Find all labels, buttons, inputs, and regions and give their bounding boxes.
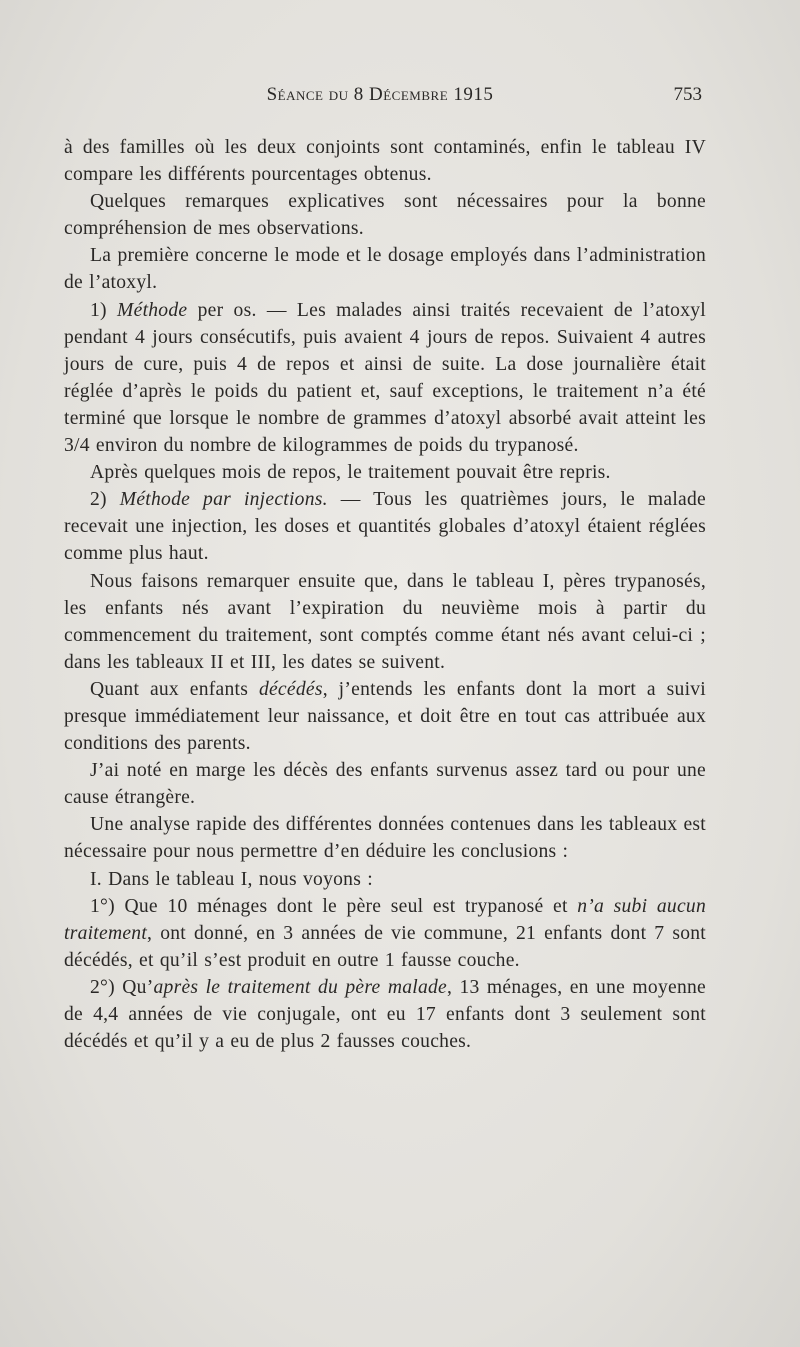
text-span: Quant aux enfants <box>90 678 259 700</box>
text-span: , j’entends les enfants dont la mort a suivi presque immédiatement leur naissance, et doit être en tout cas attribuée aux conditions des parents. <box>64 678 707 755</box>
paragraph <box>64 459 706 486</box>
paragraph <box>64 893 706 974</box>
italic-span: Méthode par injections. <box>119 489 328 511</box>
running-title: Séance du 8 Décembre 1915 <box>266 84 494 105</box>
text-span: à des familles où les deux conjoints sont contaminés, enfin le tableau IV compare les différents pourcentages obtenus. <box>64 137 706 186</box>
text-span: 1°) Que 10 ménages dont le père seul est trypanosé et <box>90 895 578 917</box>
italic-span: n’a subi aucun traitement <box>64 895 706 944</box>
paragraph <box>64 188 706 242</box>
paragraph <box>64 134 706 188</box>
italic-span: Méthode <box>117 299 188 321</box>
text-span: La première concerne le mode et le dosage employés dans l’administration de l’atoxyl. <box>64 245 706 294</box>
paragraph <box>64 486 706 567</box>
paragraph <box>64 297 706 460</box>
text-span: , 13 ménages, en une moyenne de 4,4 années de vie conjugale, ont eu 17 enfants dont 3 seulement sont décédés et qu’il y a eu de plus 2 fausses couches. <box>64 976 706 1053</box>
text-span: 2°) Qu’ <box>90 976 154 998</box>
text-span: Une analyse rapide des différentes données contenues dans les tableaux est nécessaire pour nous permettre d’en déduire les conclusions : <box>64 814 706 863</box>
text-span: Quelques remarques explicatives sont nécessaires pour la bonne compréhension de mes observations. <box>64 191 706 240</box>
text-span: , ont donné, en 3 années de vie commune, 21 enfants dont 7 sont décédés, et qu’il s’est produit en outre 1 fausse couche. <box>64 922 706 971</box>
paragraph <box>64 866 706 893</box>
italic-span: après le traitement du père malade <box>153 976 447 998</box>
text-span: I. Dans le tableau I, nous voyons : <box>90 868 373 890</box>
body-text <box>64 134 706 1055</box>
paragraph <box>64 811 706 865</box>
text-span: — Tous les quatrièmes jours, le malade recevait une injection, les doses et quantités globales d’atoxyl étaient réglées comme plus haut. <box>64 489 706 565</box>
text-span: 1) <box>90 299 118 321</box>
text-span: 2) <box>90 489 120 511</box>
paragraph <box>64 974 706 1055</box>
italic-span: décédés <box>258 678 323 700</box>
paragraph <box>64 757 706 811</box>
text-span: J’ai noté en marge les décès des enfants survenus assez tard ou pour une cause étrangère. <box>64 760 706 809</box>
running-header <box>0 84 800 114</box>
paragraph <box>64 242 706 296</box>
text-span: per os. — Les malades ainsi traités recevaient de l’atoxyl pendant 4 jours consécutifs, puis avaient 4 jours de repos. Suivaient 4 autres jours de cure, puis 4 de repos et ainsi de suite. La dose journalière était réglée d’après le poids du patient et, sauf exceptions, le traitement n’a été terminé que lorsque le nombre de grammes d’atoxyl absorbé avait atteint les 3/4 environ du nombre de kilogrammes de poids du trypanosé. <box>64 299 706 457</box>
paragraph <box>64 676 706 757</box>
paragraph <box>64 568 706 676</box>
page-number: 753 <box>673 84 702 105</box>
text-span: Nous faisons remarquer ensuite que, dans le tableau I, pères trypanosés, les enfants nés avant l’expiration du neuvième mois à partir du commencement du traitement, sont comptés comme étant nés avant celui-ci ; dans les tableaux II et III, les dates se suivent. <box>64 570 706 673</box>
text-span: Après quelques mois de repos, le traitement pouvait être repris. <box>90 462 611 484</box>
